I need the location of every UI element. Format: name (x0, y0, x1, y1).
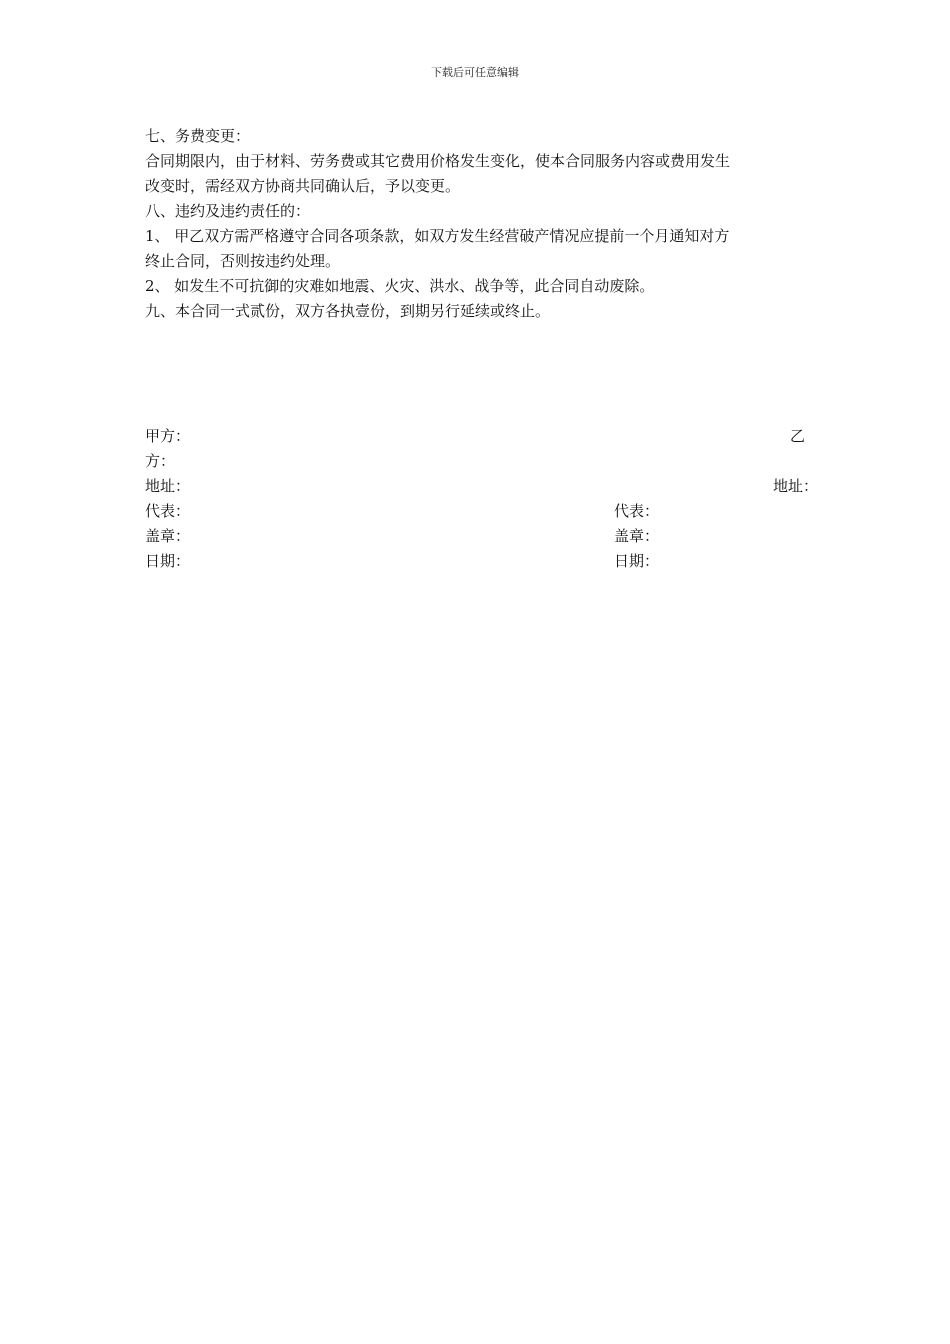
section-8-item-2: 2、 如发生不可抗御的灾难如地震、火灾、洪水、战争等，此合同自动废除。 (145, 277, 655, 295)
party-b-date-label: 日期： (614, 552, 660, 570)
party-b-label-part-1: 乙 (790, 427, 806, 445)
party-a-address-label: 地址： (145, 477, 191, 495)
party-a-label: 甲方： (145, 427, 191, 445)
contract-body (145, 124, 810, 324)
party-b-address-label: 地址： (773, 477, 819, 495)
section-8-item-1-line-2: 终止合同，否则按违约处理。 (145, 252, 341, 270)
page-header-note: 下载后可任意编辑 (431, 66, 519, 79)
section-7-line-2: 改变时，需经双方协商共同确认后，予以变更。 (145, 177, 461, 195)
section-7-title: 七、务费变更： (145, 127, 251, 145)
party-a-representative-label: 代表： (145, 502, 191, 520)
section-8-title: 八、违约及违约责任的： (145, 202, 311, 220)
section-8-item-1-line-1: 1、 甲乙双方需严格遵守合同各项条款，如双方发生经营破产情况应提前一个月通知对方 (145, 227, 730, 245)
party-b-representative-label: 代表： (614, 502, 660, 520)
section-7-line-1: 合同期限内，由于材料、劳务费或其它费用价格发生变化，使本合同服务内容或费用发生 (145, 152, 731, 170)
party-a-seal-label: 盖章： (145, 527, 191, 545)
party-a-date-label: 日期： (145, 552, 191, 570)
party-b-seal-label: 盖章： (614, 527, 660, 545)
party-b-label-part-2: 方： (145, 452, 176, 470)
section-9: 九、本合同一式贰份，双方各执壹份，到期另行延续或终止。 (145, 302, 551, 320)
